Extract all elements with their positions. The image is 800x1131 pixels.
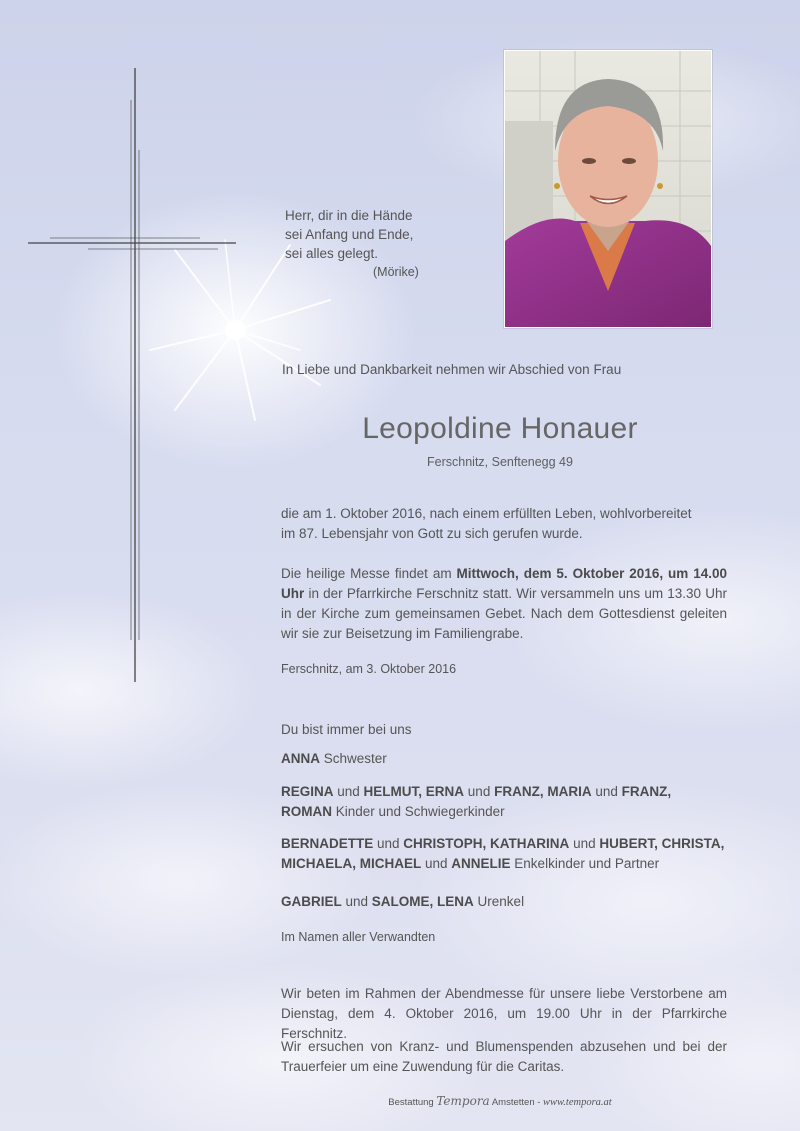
footer-website (543, 1097, 612, 1108)
great-grandchild-name: GABRIEL (281, 894, 342, 909)
children-relation: Kinder und Schwiegerkinder (332, 804, 505, 819)
intro-text: In Liebe und Dankbarkeit nehmen wir Abschied von Frau (282, 362, 622, 377)
mass-notice (281, 564, 727, 644)
quote-line: sei alles gelegt. (285, 246, 379, 261)
death-notice (281, 504, 727, 544)
footer (280, 1094, 720, 1108)
sibling-relation: Schwester (320, 751, 387, 766)
conjunction: und (591, 784, 622, 799)
great-grandchildren-relation: Urenkel (473, 894, 525, 909)
quote-line: sei Anfang und Ende, (285, 227, 414, 242)
footer-suffix: Amstetten - (489, 1097, 544, 1108)
conjunction: und (464, 784, 495, 799)
deceased-name: Leopoldine Honauer (362, 412, 638, 445)
grandchildren-relation: Enkelkinder und Partner (510, 856, 660, 871)
footer-prefix: Bestattung (388, 1097, 437, 1108)
conjunction: und (333, 784, 364, 799)
death-notice-line: die am 1. Oktober 2016, nach einem erfüllten Leben, wohlvorbereitet (281, 506, 692, 521)
prayer-notice: Wir beten im Rahmen der Abendmesse für unsere liebe Verstorbene am Dienstag, dem 4. Oktober 2016, um 19.00 Uhr in der Pfarrkirche Ferschnitz. (281, 986, 727, 1041)
grandchild-name: CHRISTOPH, KATHARINA (403, 836, 570, 851)
grandchild-name: BERNADETTE (281, 836, 374, 851)
quote-block (285, 206, 419, 282)
family-children (281, 782, 731, 822)
family-closing: Im Namen aller Verwandten (281, 930, 436, 944)
family-sibling (281, 749, 731, 769)
place-date: Ferschnitz, am 3. Oktober 2016 (281, 662, 457, 676)
child-name: ROMAN (281, 804, 332, 819)
family-heading: Du bist immer bei uns (281, 722, 412, 737)
footer-brand-logo: Tempora (436, 1094, 490, 1108)
grandchild-name: HUBERT, CHRISTA, (599, 836, 725, 851)
sun-glow (225, 320, 245, 340)
conjunction: und (421, 856, 452, 871)
cross (28, 68, 236, 682)
footer-web-domain: tempora.at (565, 1097, 612, 1108)
mass-text: Die heilige Messe findet am (281, 566, 457, 581)
family-grandchildren (281, 834, 731, 874)
sibling-names: ANNA (281, 751, 320, 766)
child-name: REGINA (281, 784, 334, 799)
conjunction: und (373, 836, 404, 851)
quote-line: Herr, dir in die Hände (285, 208, 413, 223)
donation-notice: Wir ersuchen von Kranz- und Blumenspenden abzusehen und bei der Trauerfeier um eine Zuwendung für die Caritas. (281, 1039, 727, 1074)
child-name: FRANZ, (621, 784, 672, 799)
conjunction: und (341, 894, 372, 909)
footer-web-prefix: www. (543, 1097, 566, 1108)
death-notice-line: im 87. Lebensjahr von Gott zu sich gerufen wurde. (281, 526, 583, 541)
child-name: FRANZ, MARIA (494, 784, 592, 799)
portrait-photo (504, 50, 712, 328)
mass-text-continued: in der Pfarrkirche Ferschnitz statt. Wir versammeln uns um 13.30 Uhr in der Kirche zum gemeinsamen Gebet. Nach dem Gottesdienst geleiten wir sie zur Beisetzung im Familiengrabe. (281, 586, 727, 641)
family-great-grandchildren (281, 892, 731, 912)
deceased-address: Ferschnitz, Senftenegg 49 (427, 455, 573, 469)
child-name: HELMUT, ERNA (363, 784, 465, 799)
great-grandchild-name: SALOME, LENA (371, 894, 474, 909)
grandchild-name: ANNELIE (451, 856, 511, 871)
quote-author: (Mörike) (373, 265, 419, 279)
conjunction: und (569, 836, 600, 851)
mass-date: Mittwoch, dem 5. Oktober 2016, um 14.00 Uhr (281, 566, 727, 601)
grandchild-name: MICHAELA, MICHAEL (281, 856, 422, 871)
